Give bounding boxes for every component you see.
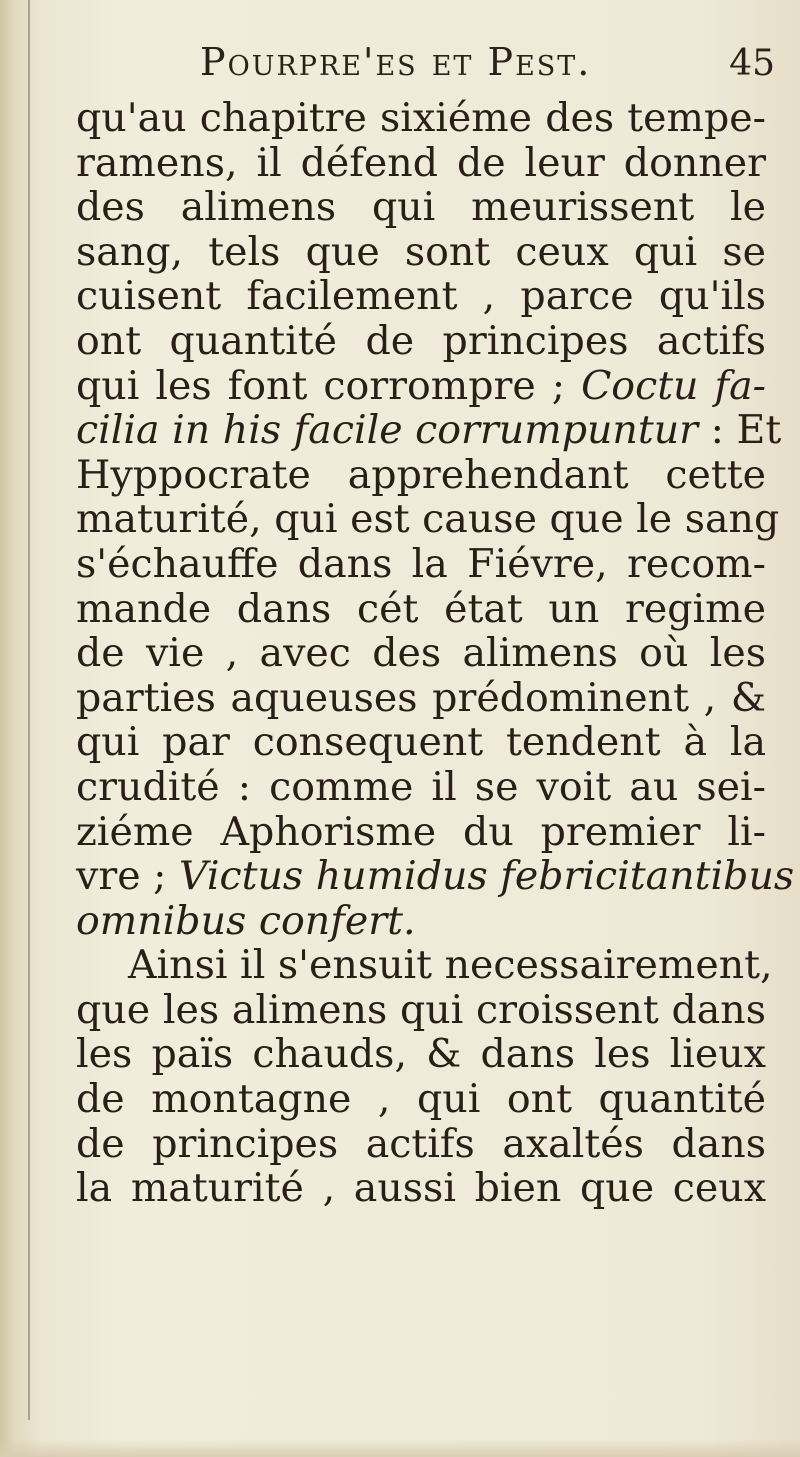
text-line: ramens, il défend de leur donner: [76, 139, 766, 186]
text-line: de vie , avec des alimens où les: [76, 630, 766, 677]
text-line: la maturité , aussi bien que ceux: [76, 1165, 766, 1212]
text-line: que les alimens qui croissent dans: [76, 986, 766, 1033]
text-line: parties aqueuses prédominent , &: [76, 674, 766, 721]
text-segment: qui les font corrompre ;: [76, 362, 582, 409]
text-segment: vre ;: [76, 853, 179, 900]
body-text: [76, 95, 795, 1212]
running-head: [200, 40, 775, 100]
text-line: les païs chauds, & dans les lieux: [76, 1031, 766, 1078]
text-line: maturité, qui est cause que le sang: [76, 496, 780, 543]
text-line: mande dans cét état un regime: [76, 585, 766, 632]
text-line: cuisent facilement , parce qu'ils: [76, 273, 766, 320]
text-line: omnibus confert.: [76, 897, 416, 944]
text-line: de principes actifs axaltés dans: [76, 1120, 766, 1167]
italic-latin-quote: cilia in his facile corrumpuntur: [76, 407, 699, 454]
text-segment: : Et: [698, 407, 782, 454]
text-line: Hyppocrate apprehendant cette: [76, 451, 766, 498]
italic-latin-quote: Victus humidus febricitantibus: [179, 853, 795, 900]
text-line: sang, tels que sont ceux qui se: [76, 228, 766, 275]
text-line: [76, 853, 795, 900]
text-line: [76, 364, 766, 409]
text-line: des alimens qui meurissent le: [76, 184, 766, 231]
italic-latin-quote: Coctu fa-: [581, 362, 767, 409]
text-line: crudité : comme il se voit au sei-: [76, 763, 766, 810]
running-title: Pourpre'es et Pest.: [200, 40, 592, 84]
text-line: qu'au chapitre sixiéme des tempe-: [76, 95, 766, 141]
text-line: de montagne , qui ont quantité: [76, 1076, 766, 1123]
page-binding-edge: [0, 0, 26, 1457]
text-line: Ainsi il s'ensuit necessairement,: [128, 942, 773, 989]
text-line: ont quantité de principes actifs: [76, 317, 766, 364]
text-line: [76, 407, 782, 454]
page-bottom-edge: [0, 1439, 800, 1457]
page-number: 45: [729, 43, 775, 84]
text-line: s'échauffe dans la Fiévre, recom-: [76, 540, 766, 587]
text-line: ziéme Aphorisme du premier li-: [76, 808, 766, 855]
gutter-shadow-line: [28, 0, 30, 1420]
text-line: qui par consequent tendent à la: [76, 719, 766, 766]
